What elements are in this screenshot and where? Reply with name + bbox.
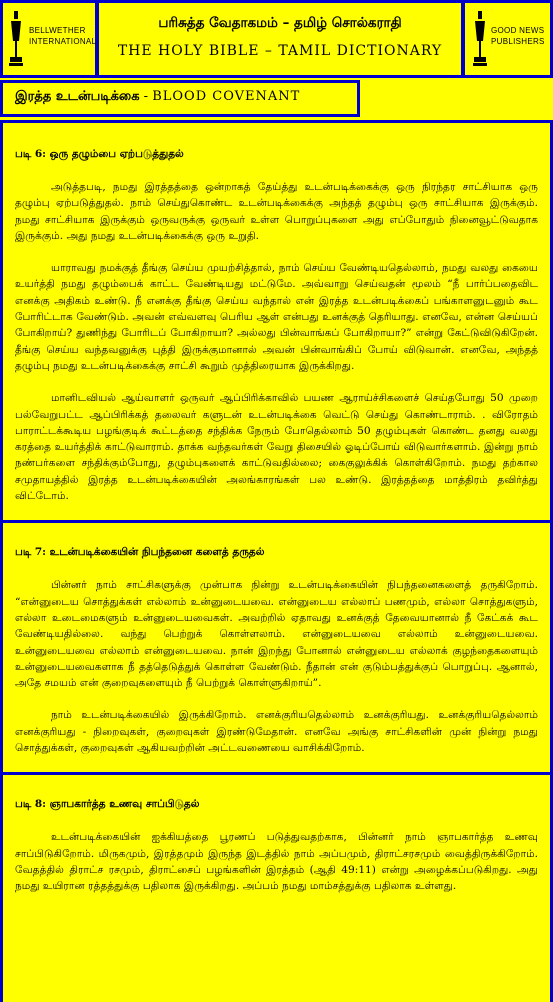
good-news-logo [465, 3, 550, 75]
section-title: படி 8: ஞாபகார்த்த உணவு சாப்பிடுதல் [15, 798, 200, 811]
paragraph: அடுத்தபடி, நமது இரத்தத்தை ஒன்றாகத் தேய்த்து உடன்படிக்கைக்கு ஒரு நிரந்தர சாட்சியாக ஒரு தழும்பு ஏற்படுத்துதல். நாம் செய்துகொண்ட உடன்படிக்கைக்கு அந்தத் தழும்பு ஒரு சாட்சியாக இருக்கும். நமது சாட்சியாக இருக்கும் ஒருவருக்கு ஒருவர் உள்ள பொறுப்புகளை அது எப்போதும் நினைவூட்டுவதாக இருக்கும். அது நமது உடன்படிக்கைக்கு ஒரு உறுதி. [15, 181, 538, 242]
title-english: THE HOLY BIBLE – TAMIL DICTIONARY [117, 43, 443, 59]
paragraph: பின்னர் நாம் சாட்சிகளுக்கு முன்பாக நின்று உடன்படிக்கையின் நிபந்தனைகளைத் தருகிறோம். “என்னுடைய சொத்துக்கள் எல்லாம் உன்னுடையவை. என்னுடைய எல்லாப் பணமும், எல்லா சொத்துகளும், எல்லா உடைமைகளும் உன்னுடையவைகள். அவற்றில் ஏதாவது உனக்குத் தேவையானால் நீ கேட்கக் கூட வேண்டியதில்லை. வந்து பெற்றுக் கொள்ளலாம். என்னுடையவை எல்லாம் உன்னுடையவை. உன்னுடையவை எல்லாம் என்னுடையவை. நான் இறந்து போனால் என்னுடைய எல்லாக் குழந்தைகளையும் உன்னுடையவைகளாக நீ தத்தெடுத்துக் கொள்ள வேண்டும். நீதான் என் குடும்பத்துக்குப் பொறுப்பு. ஆனால், அதே சமயம் என் குறைவுகளையும் நீ பெற்றுக் கொள்ளுகிறாய்”. [15, 579, 538, 690]
paragraph: மானிடவியல் ஆய்வாளர் ஒருவர் ஆப்பிரிக்காவில் பயண ஆராய்ச்சிகளைச் செய்தபோது 50 முறை பல்வேறுபட்ட ஆப்பிரிக்கத் தலைவர் களுடன் உடன்படிக்கை வெட்டு செய்து கொண்டாராம். . விரோதம் பாராட்டக்கூடிய பழங்குடிக் கூட்டத்தை சந்திக்க நேரும் போதெல்லாம் 50 தழும்புகள் கொண்ட தனது வலது கரத்தை உயர்த்திக் காட்டுவாராம். தாக்க வந்தவர்கள் வேறு திசையில் ஓடிப்போய் விடுவார்களாம். இன்று நாம் நண்பர்களை சந்திக்கும்போது, தழும்புகளைக் காட்டுவதில்லை; கைகுலுக்கிக் கொள்கிறோம். நமது தற்கால சமுதாயத்தில் இரத்த உடன்படிக்கையின் அலங்காரங்கள் பல உண்டு. இரத்தத்தை மாத்திரம் தவிர்த்து விட்டோம். [15, 392, 538, 503]
right-logo-line-2: PUBLISHERS [491, 37, 545, 46]
subheading-box [0, 80, 360, 117]
paragraph: யாராவது நமக்குத் தீங்கு செய்ய முயற்சித்தால், நாம் செய்ய வேண்டியதெல்லாம், நமது வலது கையை உயர்த்தி நமது தழும்பைக் காட்ட வேண்டியது மட்டுமே. அவ்வாறு செய்வதன் மூலம் “நீ பார்ப்பதைவிட எனக்கு அதிகம் உண்டு. நீ எனக்கு தீங்கு செய்ய வந்தால் என் இரத்த உடன்படிக்கைப் பங்காளனுடனும் கூட போரிட்டாக வேண்டும். அவன் எவ்வளவு பெரிய ஆள் என்பது உனக்குத் தெரியாது. எனவே, என்ன செய்யப் போகிறாய்? துணிந்து போரிடப் போகிறாயா? அல்லது பின்வாங்கப் போகிறாயா?” என்று கேட்டுவிடுகிறேன். தீங்கு செய்ய வந்தவனுக்கு புத்தி இருக்குமானால் அவன் பின்வாங்கிப் போய் விடுவான். எனவே, அந்தத் தழும்பு நமது உடன்படிக்கைக்கு சாட்சி கூறும் முத்திரையாக இருக்கிறது. [15, 262, 538, 372]
content-body [3, 123, 550, 1002]
right-logo-line-1: GOOD NEWS [491, 26, 545, 35]
bellwether-logo [3, 3, 95, 75]
paragraph: உடன்படிக்கையின் ஐக்கியத்தை பூரணப் படுத்துவதற்காக, பின்னர் நாம் ஞாபகார்த்த உணவு சாப்பிடுகிறோம். மிருகமும், இரத்தமும் இருந்த இடத்தில் நாம் அப்பமும், திராட்சரசமும் வைத்திருக்கிறோம். வேதத்தில் திராட்ச ரசமும், திராட்சைப் பழங்களின் இரத்தம் (ஆதி 49:11) என்று அழைக்கப்படுகிறது. அது நமது உயிரான ரத்தத்துக்கு பதிலாக இருக்கிறது. அப்பம் நமது மாம்சத்துக்கு பதிலாக உள்ளது. [15, 831, 538, 893]
subheading-english: BLOOD COVENANT [152, 89, 301, 104]
subheading-separator: - [139, 89, 153, 104]
left-logo-line-2: INTERNATIONAL [29, 37, 97, 46]
title-tamil: பரிசுத்த வேதாகமம் – தமிழ் சொல்கராதி [158, 15, 402, 31]
content-frame [0, 120, 553, 1002]
lamp-icon [473, 11, 487, 67]
left-logo-line-1: BELLWETHER [29, 26, 86, 35]
section-title: படி 6: ஒரு தழும்பை ஏற்படுத்துதல் [15, 148, 184, 160]
header-banner [0, 0, 553, 78]
section-divider [3, 772, 550, 775]
lamp-icon [9, 11, 23, 67]
paragraph: நாம் உடன்படிக்கையில் இருக்கிறோம். எனக்குரியதெல்லாம் உனக்குரியது. உனக்குரியதெல்லாம் எனக்குரியது - நிறைவுகள், குறைவுகள் இரண்டுமேதான். எனவே அங்கு சாட்சிகளின் முன் நின்று நமது சொத்துக்கள், குறைவுகள் ஆகியவற்றின் அட்டவணையை வாசிக்கிறோம். [15, 709, 538, 755]
section-title: படி 7: உடன்படிக்கையின் நிபந்தனை களைத் தருதல் [15, 546, 265, 559]
section-divider [3, 520, 550, 523]
subheading-tamil: இரத்த உடன்படிக்கை [15, 89, 140, 104]
title-box [99, 3, 461, 75]
